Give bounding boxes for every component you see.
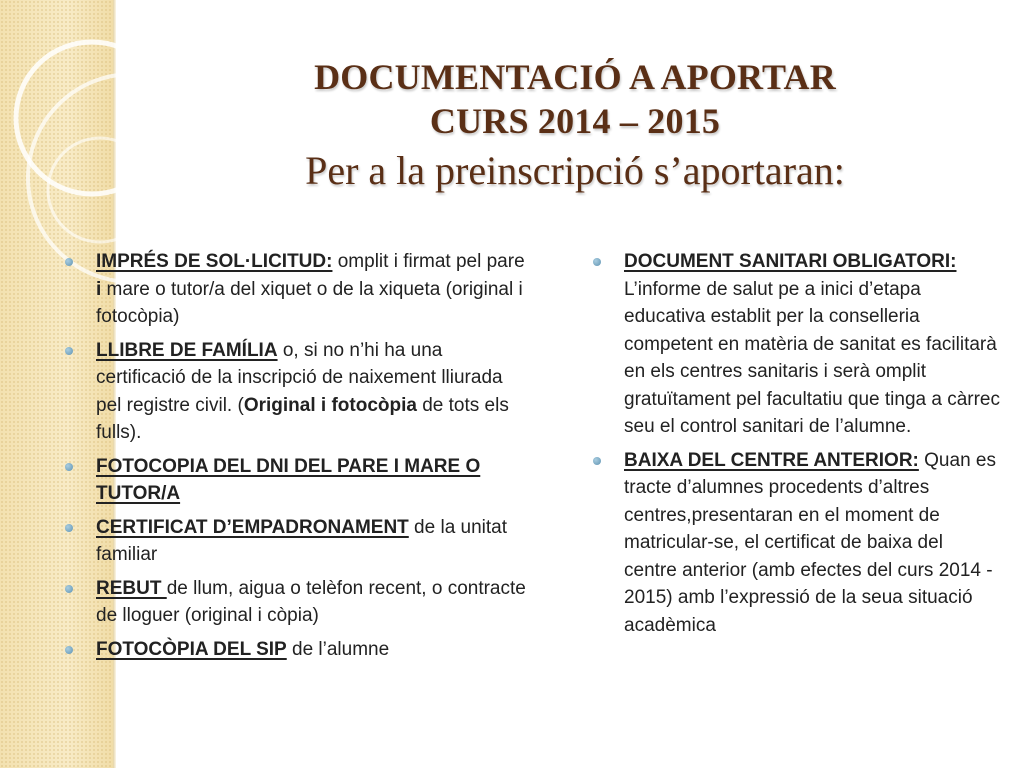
bullet-icon [65,463,73,471]
bullet-icon [593,258,601,266]
item-text: de l’alumne [286,638,390,660]
bullet-icon [65,646,73,654]
bullet-icon [65,258,73,266]
item-text: de tots els fulls). [96,394,509,443]
item-heading: BAIXA DEL CENTRE ANTERIOR: [624,449,919,471]
item-heading: CERTIFICAT D’EMPADRONAMENT [96,516,409,538]
item-text: L’informe de salut pe a inici d’etapa educativa establit per la conselleria competent en matèria de sanitat es facilitarà en els centres sanitaris i serà omplit gratuïtament pel facultatiu que tinga a càrrec seu el control sanitari de l’alumne. [624,278,1001,437]
title-year: CURS 2014 – 2015 [429,101,721,141]
right-column [590,248,1000,645]
item-heading: REBUT [96,577,167,599]
bullet-icon [65,347,73,355]
item-text: de llum, aigua o telèfon recent, o contracte de lloguer (original i còpia) [96,577,526,626]
bullet-icon [593,457,601,465]
list-item-rebut [62,575,532,630]
item-bold-text: i [96,278,102,300]
item-text: o, si no n’hi ha una certificació de la inscripció de naixement lliurada pel registre civil. ( [96,339,503,416]
item-heading: DOCUMENT SANITARI OBLIGATORI: [624,251,957,272]
list-item-solicitud [62,248,532,331]
item-heading: IMPRÉS DE SOL·LICITUD: [96,251,333,272]
list-item-empadronament [62,514,532,569]
slide-title [130,55,1020,199]
item-bold-text: Original i fotocòpia [243,394,417,416]
list-item-sip [62,636,532,664]
item-text: mare o tutor/a del xiquet o de la xiqueta (original i fotocòpia) [96,278,523,327]
bullet-icon [65,585,73,593]
item-text: omplit i firmat pel pare [332,251,525,272]
bullet-icon [65,524,73,532]
title-subtitle: Per a la preinscripció s’aportaran: [305,148,845,193]
item-heading: FOTOCOPIA DEL DNI DEL PARE I MARE O TUTOR/A [96,455,481,504]
title-main: DOCUMENTACIÓ A APORTAR [314,57,836,97]
list-item-llibre-familia [62,337,532,447]
item-heading: FOTOCÒPIA DEL SIP [96,638,287,660]
list-item-dni [62,453,532,508]
list-item-baixa-centre [590,447,1000,640]
list-item-document-sanitari [590,248,1000,441]
left-column [62,248,532,669]
item-text: Quan es tracte d’alumnes procedents d’altres centres,presentaran en el moment de matricular-se, el certificat de baixa del centre anterior (amb efectes del curs 2014 - 2015) amb l’expressió de la seua situació acadèmica [624,449,996,636]
item-heading: LLIBRE DE FAMÍLIA [96,339,278,361]
item-text: de la unitat familiar [96,516,508,565]
